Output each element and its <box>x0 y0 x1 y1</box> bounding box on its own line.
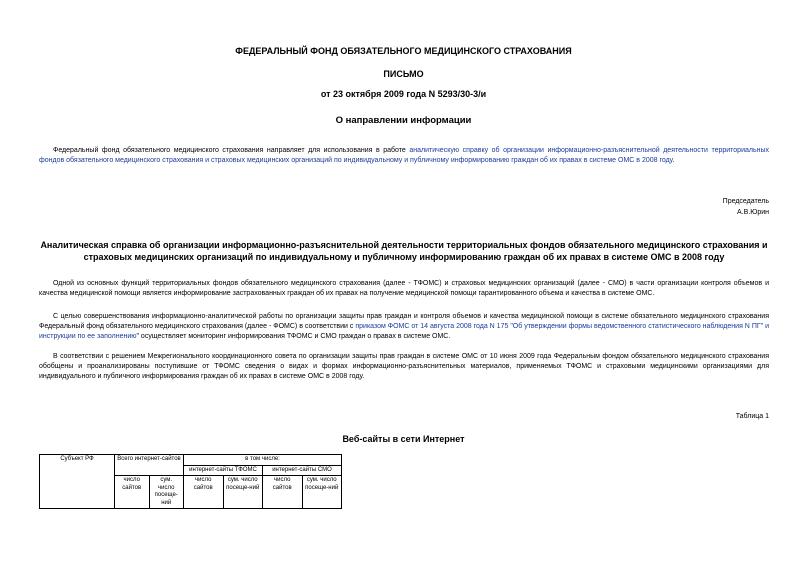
header-tfoms: интернет-сайты ТФОМС <box>184 465 263 476</box>
header-total: Всего интернет-сайтов <box>115 455 184 476</box>
header-smo: интернет-сайты СМО <box>263 465 342 476</box>
signatory-name: А.В.Юрин <box>737 209 769 216</box>
intro-text-after: . <box>672 157 675 164</box>
analytical-note-link[interactable]: аналитическую справку об организации информационно-разъяснительной деятельности территориальных фондов обязательного медицинского страхования и страховых медицинских организаций по индивидуальному и публичному информированию граждан об их правах в системе ОМС в 2008 году <box>39 147 770 164</box>
paragraph-2-before: С целью совершенствования информационно-аналитической работы по организации защиты прав граждан и контроля объемов и качества медицинской помощи в системе обязательного медицинского страхования Федеральный фонд обязательного медицинского страхования (далее - ФОМС) в соответствии с <box>39 313 769 330</box>
paragraph-3: В соответствии с решением Межрегионального координационного совета по организации защиты прав граждан в системе ОМС от 10 июня 2009 года Федеральным фондом обязательного медицинского страхования обобщены и проанализированы поступившие от ТФОМС сведения о видах и формах информационно-разъяснительных материалов, применяемых ТФОМС и страховыми медицинскими организациями для индивидуального и публичного информирования граждан об их правах в системе ОМС в 2008 году. <box>39 353 769 380</box>
sub-count-total: число сайтов <box>115 476 150 509</box>
table-title: Веб-сайты в сети Интернет <box>342 434 465 444</box>
header-including: в том числе: <box>184 455 342 466</box>
table-label: Таблица 1 <box>735 413 769 420</box>
document-type: ПИСЬМО <box>383 69 424 79</box>
paragraph-1: Одной из основных функций территориальных фондов обязательного медицинского страхования (далее - ТФОМС) и страховых медицинских организаций (далее - СМО) в части организации контроля объемов и качества медицинской помощи является информирование застрахованных граждан об их правах на получение медицинской помощи гарантированного объема и качества в системе ОМС. <box>39 280 769 297</box>
sub-count-tfoms: число сайтов <box>184 476 224 509</box>
document-subject: О направлении информации <box>335 115 472 126</box>
paragraph-2-after: " осуществляет мониторинг информирования ТФОМС и СМО граждан о правах в системе ОМС. <box>136 333 451 340</box>
document-date: от 23 октября 2009 года N 5293/30-3/и <box>320 89 487 99</box>
signatory-position: Председатель <box>722 198 769 205</box>
analytical-note-title: Аналитическая справка об организации информационно-разъяснительной деятельности территориальных фондов обязательного медицинского страхования и страховых медицинских организаций по индивидуальному и публичному информированию граждан об их правах в системе ОМС в 2008 году <box>40 240 768 262</box>
header-subject: Субъект РФ <box>40 455 115 509</box>
organization-heading: ФЕДЕРАЛЬНЫЙ ФОНД ОБЯЗАТЕЛЬНОГО МЕДИЦИНСКОГО СТРАХОВАНИЯ <box>235 46 572 56</box>
intro-paragraph <box>39 146 769 166</box>
order-link[interactable]: приказом ФОМС от 14 августа 2008 года N 175 "Об утверждении формы ведомственного статистического наблюдения N ПГ" и инструкции по ее заполнению <box>39 323 769 340</box>
intro-text-before: Федеральный фонд обязательного медицинского страхования направляет для использования в работе <box>53 147 410 154</box>
sub-count-smo: число сайтов <box>263 476 303 509</box>
websites-table <box>39 454 342 509</box>
sub-visits-tfoms: сум. число посеще-ний <box>223 476 263 509</box>
paragraph-2 <box>39 312 769 342</box>
sub-visits-smo: сум. число посеще-ний <box>302 476 342 509</box>
sub-visits-total: сум. число посеще-ний <box>149 476 184 509</box>
